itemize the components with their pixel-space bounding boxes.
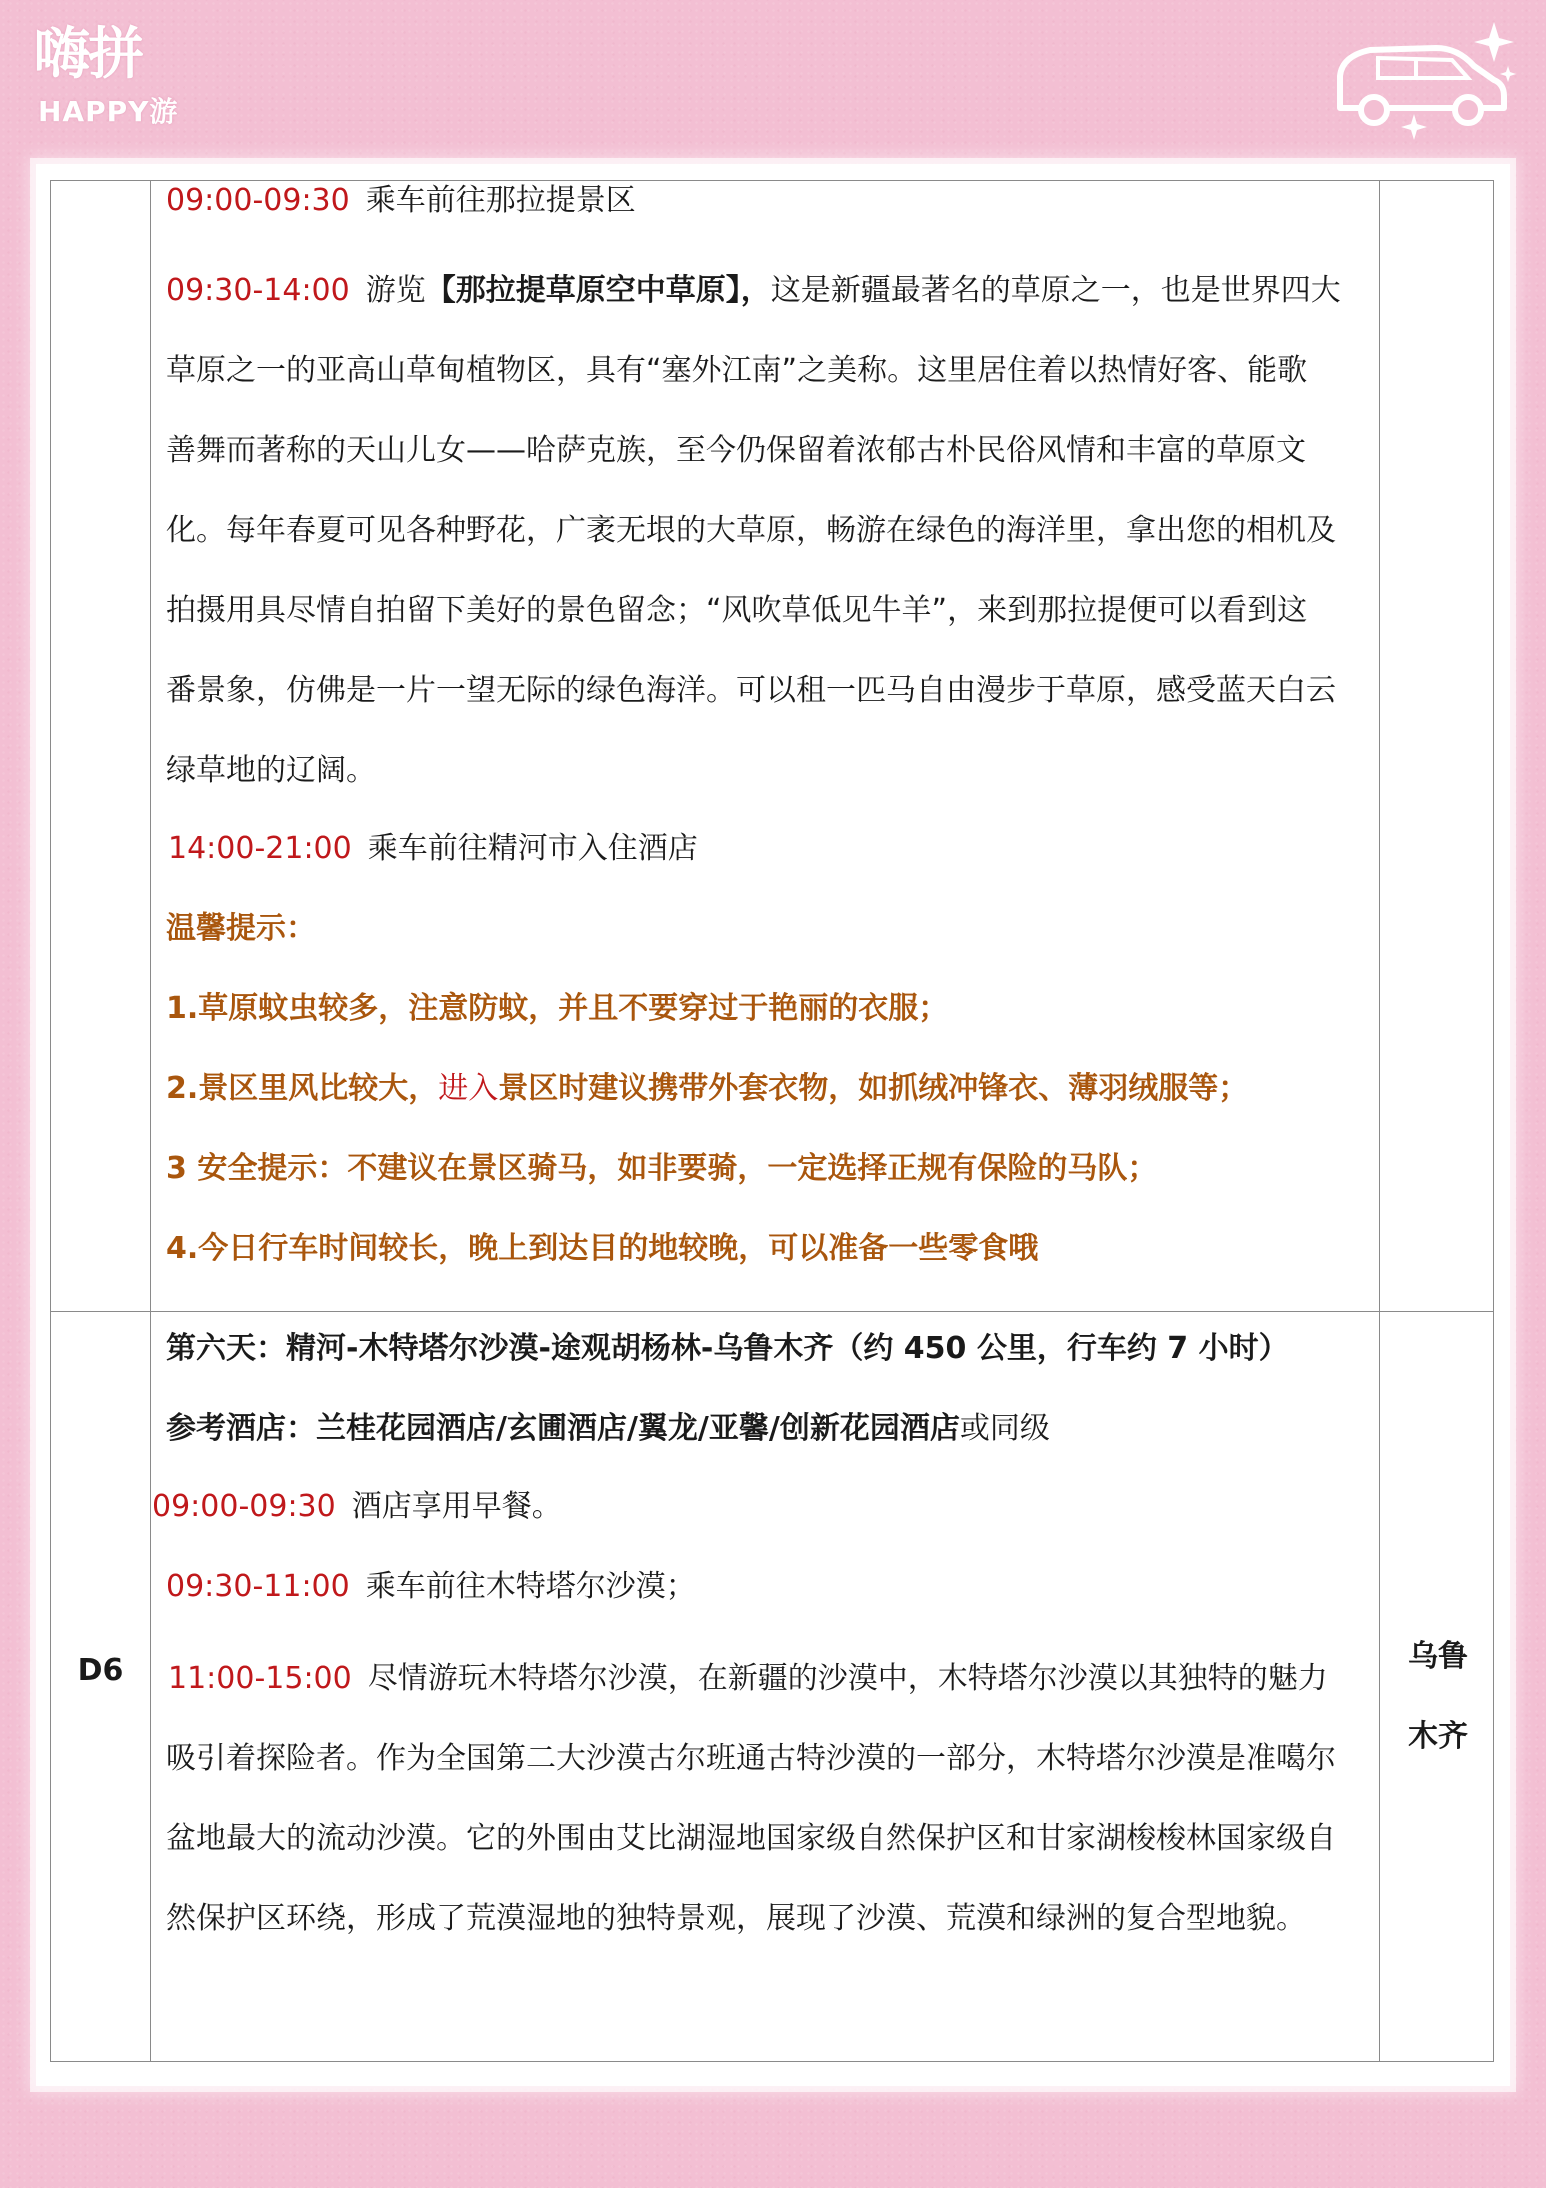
day-title: 第六天：精河-木特塔尔沙漠-途观胡杨林-乌鲁木齐（约 450 公里，行车约 7 小时） <box>166 1331 1289 1366</box>
schedule-text: 尽情游玩木特塔尔沙漠，在新疆的沙漠中，木特塔尔沙漠以其独特的魅力 <box>367 1661 1328 1696</box>
schedule-time: 09:00-09:30 <box>152 1489 336 1524</box>
schedule-text: 游览 <box>365 273 426 308</box>
schedule-text: 乘车前往那拉提景区 <box>365 183 636 218</box>
schedule-item <box>168 829 698 869</box>
paragraph-line: 化。每年春夏可见各种野花，广袤无垠的大草原，畅游在绿色的海洋里，拿出您的相机及 <box>166 513 1336 548</box>
city-label-line: 乌鲁 <box>1408 1639 1468 1674</box>
schedule-time: 09:00-09:30 <box>166 183 350 218</box>
schedule-item <box>152 1487 562 1527</box>
paragraph-line: 绿草地的辽阔。 <box>166 753 376 788</box>
city-label <box>1381 1617 1495 1777</box>
paragraph-line: 番景象，仿佛是一片一望无际的绿色海洋。可以租一匹马自由漫步于草原，感受蓝天白云 <box>166 673 1336 708</box>
tip-text-highlight: 进入 <box>438 1071 499 1106</box>
schedule-item <box>166 271 1341 311</box>
city-label-line: 木齐 <box>1408 1719 1468 1754</box>
day-label: D6 <box>77 1653 124 1688</box>
itinerary-sheet <box>36 164 1510 2086</box>
schedule-time: 09:30-14:00 <box>166 273 350 308</box>
brand-logo <box>34 20 234 140</box>
paragraph-line: 草原之一的亚高山草甸植物区，具有“塞外江南”之美称。这里居住着以热情好客、能歌 <box>166 353 1308 388</box>
tips-title: 温馨提示： <box>166 911 316 946</box>
hotel-list: 参考酒店：兰桂花园酒店/玄圃酒店/翼龙/亚馨/创新花园酒店 <box>166 1411 960 1446</box>
tip-item <box>166 1069 1248 1109</box>
schedule-item <box>168 1659 1328 1699</box>
paragraph-line: 吸引着探险者。作为全国第二大沙漠古尔班通古特沙漠的一部分，木特塔尔沙漠是准噶尔 <box>166 1741 1336 1776</box>
schedule-item <box>166 1567 696 1607</box>
paragraph-line: 拍摄用具尽情自拍留下美好的景色留念；“风吹草低见牛羊”，来到那拉提便可以看到这 <box>166 593 1308 628</box>
schedule-text: 乘车前往精河市入住酒店 <box>367 831 698 866</box>
paragraph-line: 然保护区环绕，形成了荒漠湿地的独特景观，展现了沙漠、荒漠和绿洲的复合型地貌。 <box>166 1901 1306 1936</box>
brand-name: 嗨拼 <box>34 22 142 87</box>
hotel-reference <box>166 1409 1050 1449</box>
schedule-time: 11:00-15:00 <box>168 1661 352 1696</box>
schedule-item <box>166 181 636 221</box>
column-divider <box>1379 181 1380 2061</box>
schedule-text: 这是新疆最著名的草原之一，也是世界四大 <box>770 273 1341 308</box>
schedule-time: 14:00-21:00 <box>168 831 352 866</box>
row-divider <box>51 1311 1493 1312</box>
tip-text: 2.景区里风比较大， <box>166 1071 439 1106</box>
itinerary-table <box>50 180 1494 2062</box>
tip-item: 3 安全提示：不建议在景区骑马，如非要骑，一定选择正规有保险的马队； <box>166 1151 1158 1186</box>
car-icon <box>1318 10 1518 140</box>
scenic-spot-name: 【那拉提草原空中草原】， <box>425 273 771 308</box>
schedule-text: 乘车前往木特塔尔沙漠； <box>365 1569 696 1604</box>
schedule-time: 09:30-11:00 <box>166 1569 350 1604</box>
brand-subtitle: HAPPY游 <box>38 95 179 128</box>
paragraph-line: 善舞而著称的天山儿女——哈萨克族，至今仍保留着浓郁古朴民俗风情和丰富的草原文 <box>166 433 1306 468</box>
tip-text: 景区时建议携带外套衣物，如抓绒冲锋衣、薄羽绒服等； <box>498 1071 1249 1106</box>
tip-item: 4.今日行车时间较长，晚上到达目的地较晚，可以准备一些零食哦 <box>166 1231 1039 1266</box>
schedule-text: 酒店享用早餐。 <box>351 1489 562 1524</box>
hotel-suffix: 或同级 <box>959 1411 1050 1446</box>
column-divider <box>150 181 151 2061</box>
tip-item: 1.草原蚊虫较多，注意防蚊，并且不要穿过于艳丽的衣服； <box>166 991 949 1026</box>
paragraph-line: 盆地最大的流动沙漠。它的外围由艾比湖湿地国家级自然保护区和甘家湖梭梭林国家级自 <box>166 1821 1336 1856</box>
